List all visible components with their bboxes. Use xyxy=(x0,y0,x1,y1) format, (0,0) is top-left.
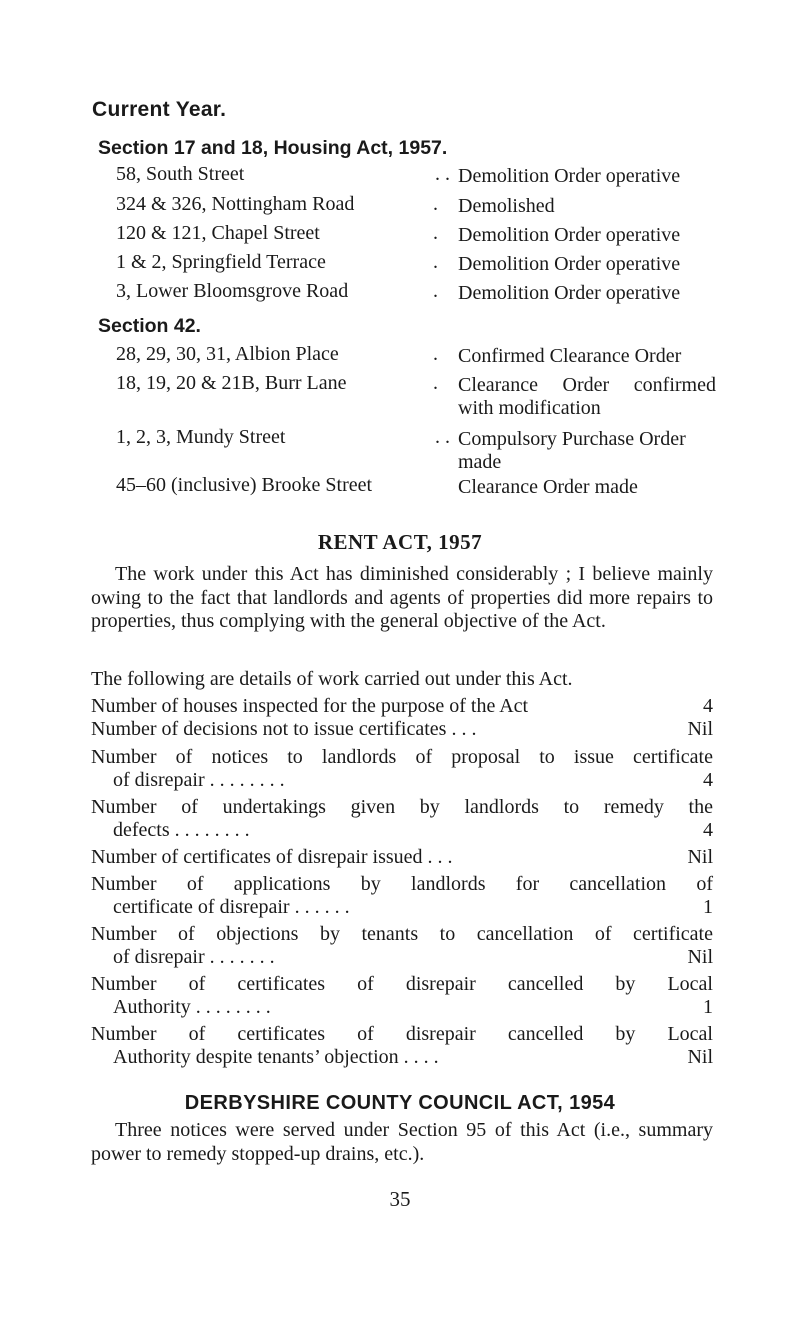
item-text-cont: Authority despite tenants’ objection . . . . xyxy=(113,1046,439,1068)
section-42-title: Section 42. xyxy=(98,315,201,337)
status: Demolition Order operative xyxy=(458,224,681,246)
property: 45–60 (inclusive) Brooke Street xyxy=(116,474,373,496)
leader-dots: . xyxy=(433,222,438,244)
rent-act-item xyxy=(91,846,713,869)
rent-act-item xyxy=(91,873,713,919)
current-year-heading: Current Year. xyxy=(92,98,227,121)
item-text: Number of decisions not to issue certificates . . . xyxy=(91,718,477,740)
leader-dots: . xyxy=(433,193,438,215)
property: 18, 19, 20 & 21B, Burr Lane xyxy=(116,372,347,394)
leader-dots: . xyxy=(433,343,438,365)
rent-act-item xyxy=(91,973,713,1019)
status: Compulsory Purchase Order made xyxy=(458,428,686,473)
item-text: Number of certificates of disrepair issued . . . xyxy=(91,846,453,868)
rent-act-item xyxy=(91,1023,713,1069)
item-value: 1 xyxy=(703,996,713,1018)
item-value: 4 xyxy=(703,819,713,841)
item-text-cont: Authority . . . . . . . . xyxy=(113,996,271,1018)
item-text: Number of undertakings given by landlords to remedy the xyxy=(91,796,713,818)
item-value: Nil xyxy=(687,1046,713,1068)
rent-act-item xyxy=(91,718,713,741)
item-text: Number of objections by tenants to cancellation of certificate xyxy=(91,923,713,945)
derbyshire-paragraph: Three notices were served under Section 95 of this Act (i.e., summary power to remedy stopped-up drains, etc.). xyxy=(91,1119,713,1165)
leader-dots: . xyxy=(433,251,438,273)
rent-act-item xyxy=(91,695,713,718)
item-value: 4 xyxy=(703,769,713,791)
item-text-cont: defects . . . . . . . . xyxy=(113,819,250,841)
item-text-cont: of disrepair . . . . . . . xyxy=(113,946,275,968)
status: Demolition Order operative xyxy=(458,253,681,275)
rent-act-intro: The following are details of work carried out under this Act. xyxy=(91,668,573,690)
status: Demolished xyxy=(458,195,555,217)
section-17-18-title: Section 17 and 18, Housing Act, 1957. xyxy=(98,137,448,159)
item-value: Nil xyxy=(687,718,713,740)
status: Confirmed Clearance Order xyxy=(458,345,682,367)
property: 1 & 2, Springfield Terrace xyxy=(116,251,326,273)
property: 1, 2, 3, Mundy Street xyxy=(116,426,286,448)
rent-act-paragraph: The work under this Act has diminished considerably ; I believe mainly owing to the fact that landlords and agents of properties did more repairs to properties, thus complying with the general objective of the Act. xyxy=(91,563,713,632)
rent-act-title: RENT ACT, 1957 xyxy=(317,530,483,554)
item-value: 1 xyxy=(703,896,713,918)
page-number: 35 xyxy=(389,1187,411,1211)
item-text: Number of applications by landlords for cancellation of xyxy=(91,873,713,895)
rent-act-item xyxy=(91,923,713,969)
property: 3, Lower Bloomsgrove Road xyxy=(116,280,349,302)
status: Clearance Order made xyxy=(458,476,638,498)
property: 324 & 326, Nottingham Road xyxy=(116,193,355,215)
item-value: Nil xyxy=(687,946,713,968)
leader-dots: . . xyxy=(435,163,450,185)
item-text: Number of notices to landlords of proposal to issue certificate xyxy=(91,746,713,768)
item-text: Number of certificates of disrepair cancelled by Local xyxy=(91,973,713,995)
property: 58, South Street xyxy=(116,163,245,185)
property: 120 & 121, Chapel Street xyxy=(116,222,320,244)
leader-dots: . . xyxy=(435,426,450,448)
status: Clearance Order confirmed with modification xyxy=(458,374,716,419)
rent-act-item xyxy=(91,746,713,792)
status: Demolition Order operative xyxy=(458,282,681,304)
leader-dots: . xyxy=(433,280,438,302)
item-text-cont: of disrepair . . . . . . . . xyxy=(113,769,285,791)
item-text-cont: certificate of disrepair . . . . . . xyxy=(113,896,350,918)
leader-dots: . xyxy=(433,372,438,394)
rent-act-item xyxy=(91,796,713,842)
item-text: Number of houses inspected for the purpose of the Act xyxy=(91,695,529,717)
derbyshire-act-title: DERBYSHIRE COUNTY COUNCIL ACT, 1954 xyxy=(184,1092,616,1114)
property: 28, 29, 30, 31, Albion Place xyxy=(116,343,339,365)
status: Demolition Order operative xyxy=(458,165,681,187)
item-text: Number of certificates of disrepair cancelled by Local xyxy=(91,1023,713,1045)
item-value: 4 xyxy=(703,695,713,717)
item-value: Nil xyxy=(687,846,713,868)
